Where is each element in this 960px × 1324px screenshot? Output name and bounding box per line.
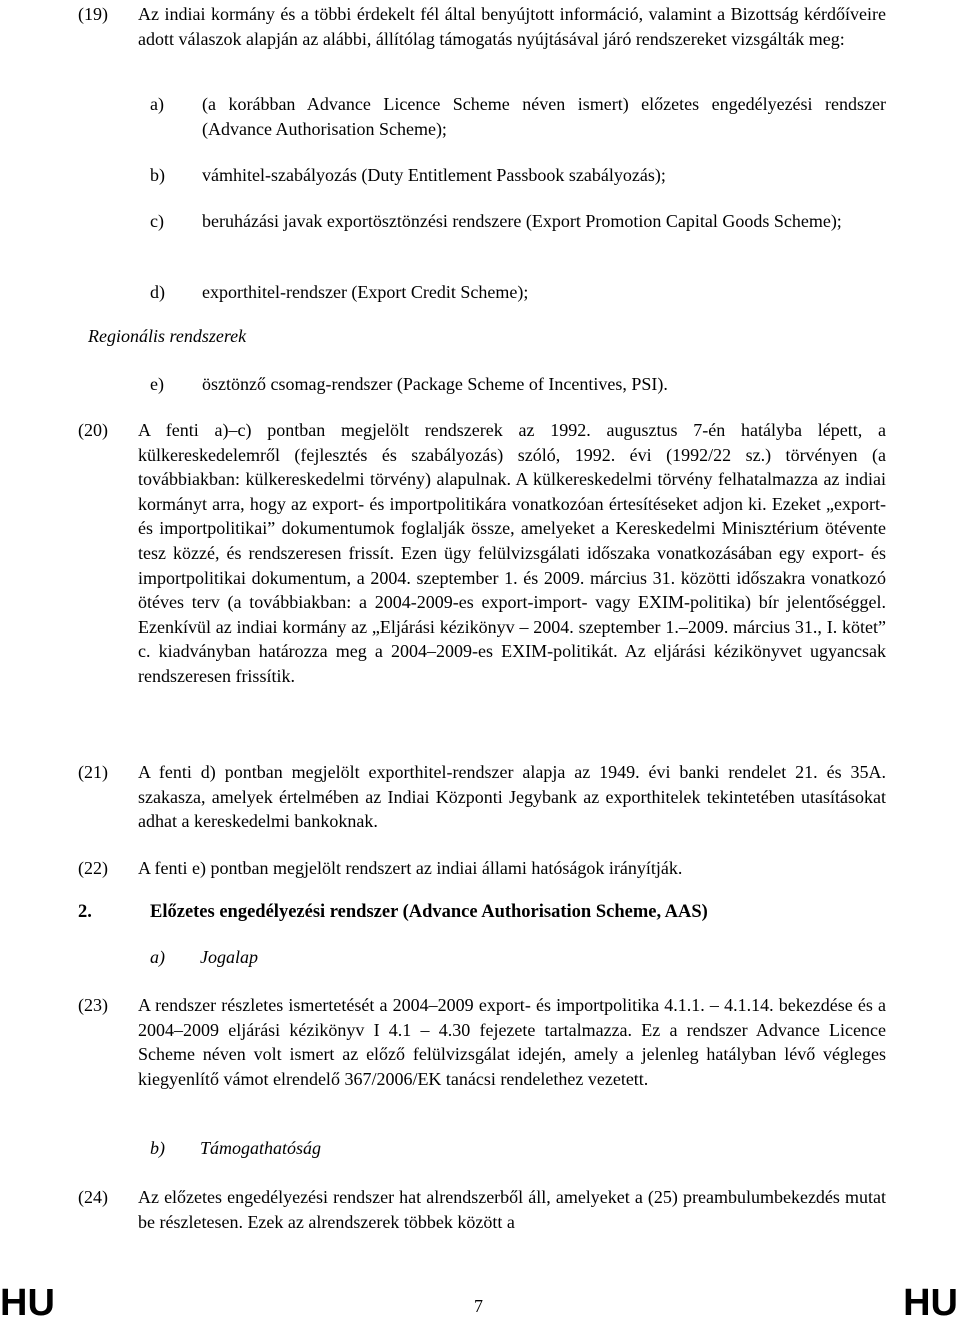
list-label: c) bbox=[150, 211, 164, 231]
paragraph-22 bbox=[78, 856, 886, 881]
list-text: vámhitel-szabályozás (Duty Entitlement Passbook szabályozás); bbox=[202, 165, 666, 185]
paragraph-text: Az előzetes engedélyezési rendszer hat alrendszerből áll, amelyeket a (25) preambulumbekezdés mutat be részletesen. Ezek az alrendszerek többek között a bbox=[138, 1187, 886, 1232]
list-label: d) bbox=[150, 282, 165, 302]
paragraph-19 bbox=[78, 2, 886, 51]
footer-language-right: HU bbox=[903, 1282, 958, 1324]
paragraph-number: (21) bbox=[78, 762, 108, 782]
subheading-text: Jogalap bbox=[200, 947, 258, 967]
subheading-legal-basis bbox=[150, 947, 258, 968]
paragraph-number: (19) bbox=[78, 4, 108, 24]
paragraph-text: A fenti e) pontban megjelölt rendszert az indiai állami hatóságok irányítják. bbox=[138, 858, 683, 878]
section-number: 2. bbox=[78, 902, 92, 922]
list-text: beruházási javak exportösztönzési rendszere (Export Promotion Capital Goods Scheme); bbox=[202, 211, 842, 231]
list-item-d bbox=[150, 280, 886, 305]
list-label: e) bbox=[150, 374, 164, 394]
paragraph-number: (20) bbox=[78, 420, 108, 440]
page-number: 7 bbox=[474, 1296, 483, 1316]
list-text: exporthitel-rendszer (Export Credit Scheme); bbox=[202, 282, 529, 302]
regional-schemes-heading: Regionális rendszerek bbox=[88, 326, 247, 346]
list-item-a bbox=[150, 92, 886, 141]
paragraph-text: A fenti a)–c) pontban megjelölt rendszerek az 1992. augusztus 7-én hatályba lépett, a külkereskedelemről (fejlesztés és szabályozás) szóló, 1992. évi (1992/22 sz.) törvényen (a továbbiakban: külkereskedelmi törvény) alapulnak. A külkereskedelmi törvény felhatalmazza az indiai kormányt arra, hogy az export- és importpolitikára vonatkozóan értesítéseket adjon ki. Ezeket „export- és importpolitikai” dokumentumok foglalják össze, amelyeket a Kereskedelmi Minisztérium ötévente tesz közzé, és rendszeresen frissít. Ezen ügy felülvizsgálati időszaka vonatkozásában egy export- és importpolitikai dokumentum, a 2004. szeptember 1. és 2009. március 31. közötti időszakra vonatkozó ötéves terv (a továbbiakban: a 2004-2009-es export-import- vagy EXIM-politika) bír jelentőséggel. Ezenkívül az indiai kormány az „Eljárási kézikönyv – 2004. szeptember 1.–2009. március 31., I. kötet” c. kiadványban határozza meg a 2004–2009-es EXIM-politikát. Az eljárási kézikönyvet ugyancsak rendszeresen frissítik. bbox=[138, 420, 886, 686]
paragraph-text: Az indiai kormány és a többi érdekelt fél által benyújtott információ, valamint a Bizottság kérdőíveire adott válaszok alapján az alábbi, állítólag támogatás nyújtásával járó rendszereket vizsgálták meg: bbox=[138, 4, 886, 49]
list-label: b) bbox=[150, 165, 165, 185]
list-text: (a korábban Advance Licence Scheme néven ismert) előzetes engedélyezési rendszer (Advance Authorisation Scheme); bbox=[202, 94, 886, 139]
subheading-text: Támogathatóság bbox=[200, 1138, 322, 1158]
paragraph-text: A rendszer részletes ismertetését a 2004–2009 export- és importpolitika 4.1.1. – 4.1.14. bekezdése és a 2004–2009 eljárási kézikönyv I 4.1 – 4.30 fejezete tartalmazza. Ez a rendszer Advance Licence Scheme néven volt ismert az előző felülvizsgálat idején, amely a jelenleg hatályban lévő végleges kiegyenlítő vámot elrendelő 367/2006/EK tanácsi rendelethez vezetett. bbox=[138, 995, 886, 1089]
list-text: ösztönző csomag-rendszer (Package Scheme of Incentives, PSI). bbox=[202, 374, 668, 394]
subheading-eligibility bbox=[150, 1138, 321, 1159]
paragraph-number: (23) bbox=[78, 995, 108, 1015]
paragraph-20 bbox=[78, 418, 886, 689]
list-label: a) bbox=[150, 94, 164, 114]
paragraph-21 bbox=[78, 760, 886, 834]
footer-language-left: HU bbox=[0, 1282, 55, 1324]
section-title: Előzetes engedélyezési rendszer (Advance Authorisation Scheme, AAS) bbox=[150, 902, 708, 922]
list-item-b bbox=[150, 163, 886, 188]
paragraph-24 bbox=[78, 1185, 886, 1234]
subheading-label: b) bbox=[150, 1138, 165, 1158]
paragraph-number: (22) bbox=[78, 858, 108, 878]
list-item-e bbox=[150, 372, 886, 397]
paragraph-text: A fenti d) pontban megjelölt exporthitel-rendszer alapja az 1949. évi banki rendelet 21. és 35A. szakasza, amelyek értelmében az Indiai Központi Jegybank az exporthitelek tekintetében utasításokat adhat a kereskedelmi bankoknak. bbox=[138, 762, 886, 832]
paragraph-number: (24) bbox=[78, 1187, 108, 1207]
subheading-label: a) bbox=[150, 947, 165, 967]
paragraph-23 bbox=[78, 993, 886, 1091]
list-item-c bbox=[150, 209, 886, 234]
